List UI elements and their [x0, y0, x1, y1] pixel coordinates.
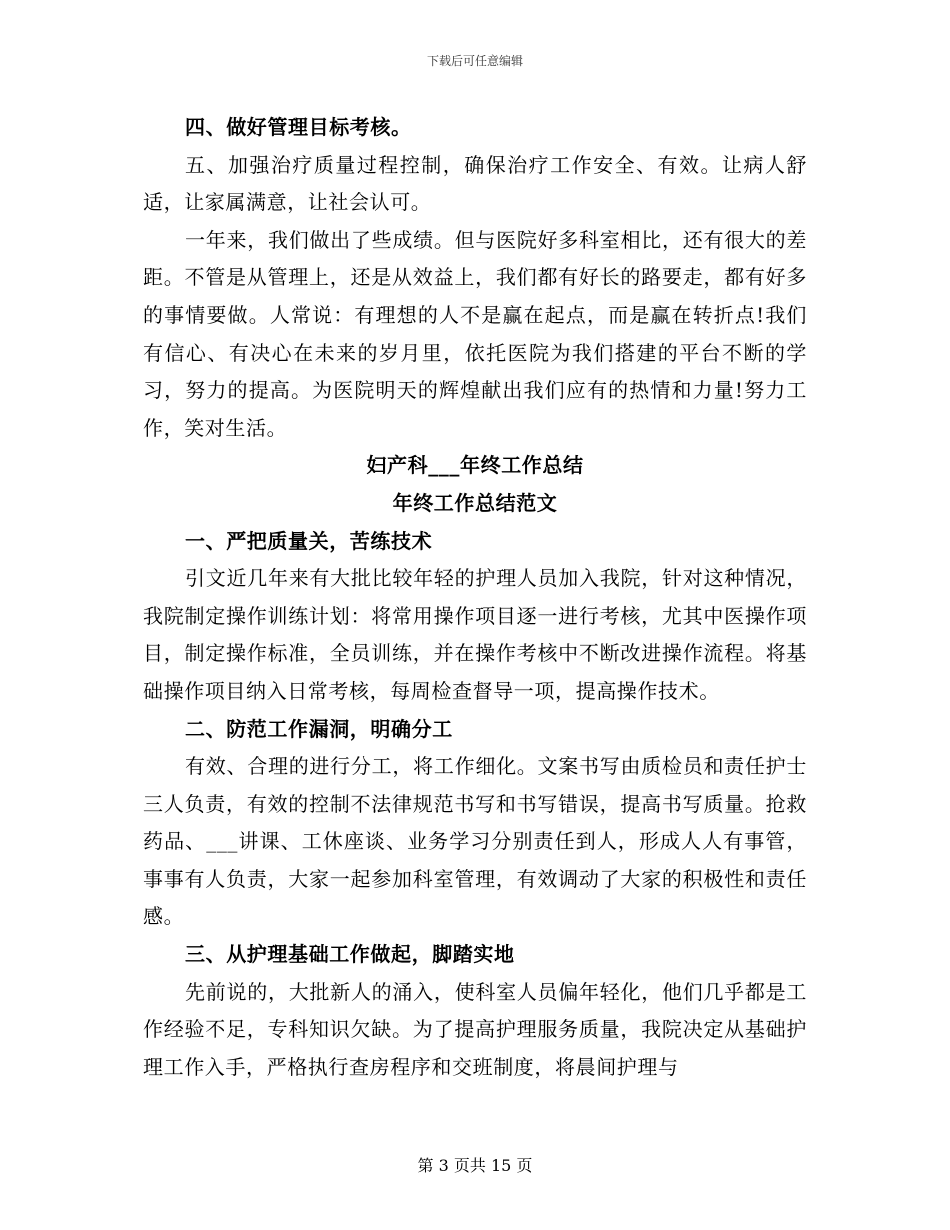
section-heading-2: 二、防范工作漏洞，明确分工	[185, 716, 453, 741]
paragraph-summary: 一年来，我们做出了些成绩。但与医院好多科室相比，还有很大的差距。不管是从管理上，还是从效益上，我们都有好长的路要走，都有好多的事情要做。人常说：有理想的人不是赢在起点，而是赢在转折点!我们有信心、有决心在未来的岁月里，依托医院为我们搭建的平台不断的学习，努力的提高。为医院明天的辉煌献出我们应有的热情和力量!努力工作，笑对生活。	[143, 227, 807, 440]
paragraph-section-1: 引文近几年来有大批比较年轻的护理人员加入我院，针对这种情况，我院制定操作训练计划：将常用操作项目逐一进行考核，尤其中医操作项目，制定操作标准，全员训练，并在操作考核中不断改进操作流程。将基础操作项目纳入日常考核，每周检查督导一项，提高操作技术。	[143, 566, 807, 703]
paragraph-section-2: 有效、合理的进行分工，将工作细化。文案书写由质检员和责任护士三人负责，有效的控制不法律规范书写和书写错误，提高书写质量。抢救药品、___讲课、工休座谈、业务学习分别责任到人，形成人人有事管，事事有人负责，大家一起参加科室管理，有效调动了大家的积极性和责任感。	[143, 754, 807, 929]
section-heading-1: 一、严把质量关，苦练技术	[185, 528, 433, 553]
section-heading-4: 四、做好管理目标考核。	[185, 115, 412, 139]
paragraph-section-3: 先前说的，大批新人的涌入，使科室人员偏年轻化，他们几乎都是工作经验不足，专科知识欠缺。为了提高护理服务质量，我院决定从基础护理工作入手，严格执行查房程序和交班制度，将晨间护理与	[143, 979, 807, 1079]
section-heading-3: 三、从护理基础工作做起，脚踏实地	[185, 942, 515, 967]
paragraph-item-5: 五、加强治疗质量过程控制，确保治疗工作安全、有效。让病人舒适，让家属满意，让社会认可。	[143, 152, 807, 215]
document-body	[143, 109, 807, 1086]
document-subtitle: 年终工作总结范文	[392, 490, 558, 515]
document-title: 妇产科___年终工作总结	[366, 453, 584, 478]
page-number-footer: 第 3 页共 15 页	[417, 1156, 533, 1175]
page-header-note: 下载后可任意编辑	[426, 54, 523, 68]
